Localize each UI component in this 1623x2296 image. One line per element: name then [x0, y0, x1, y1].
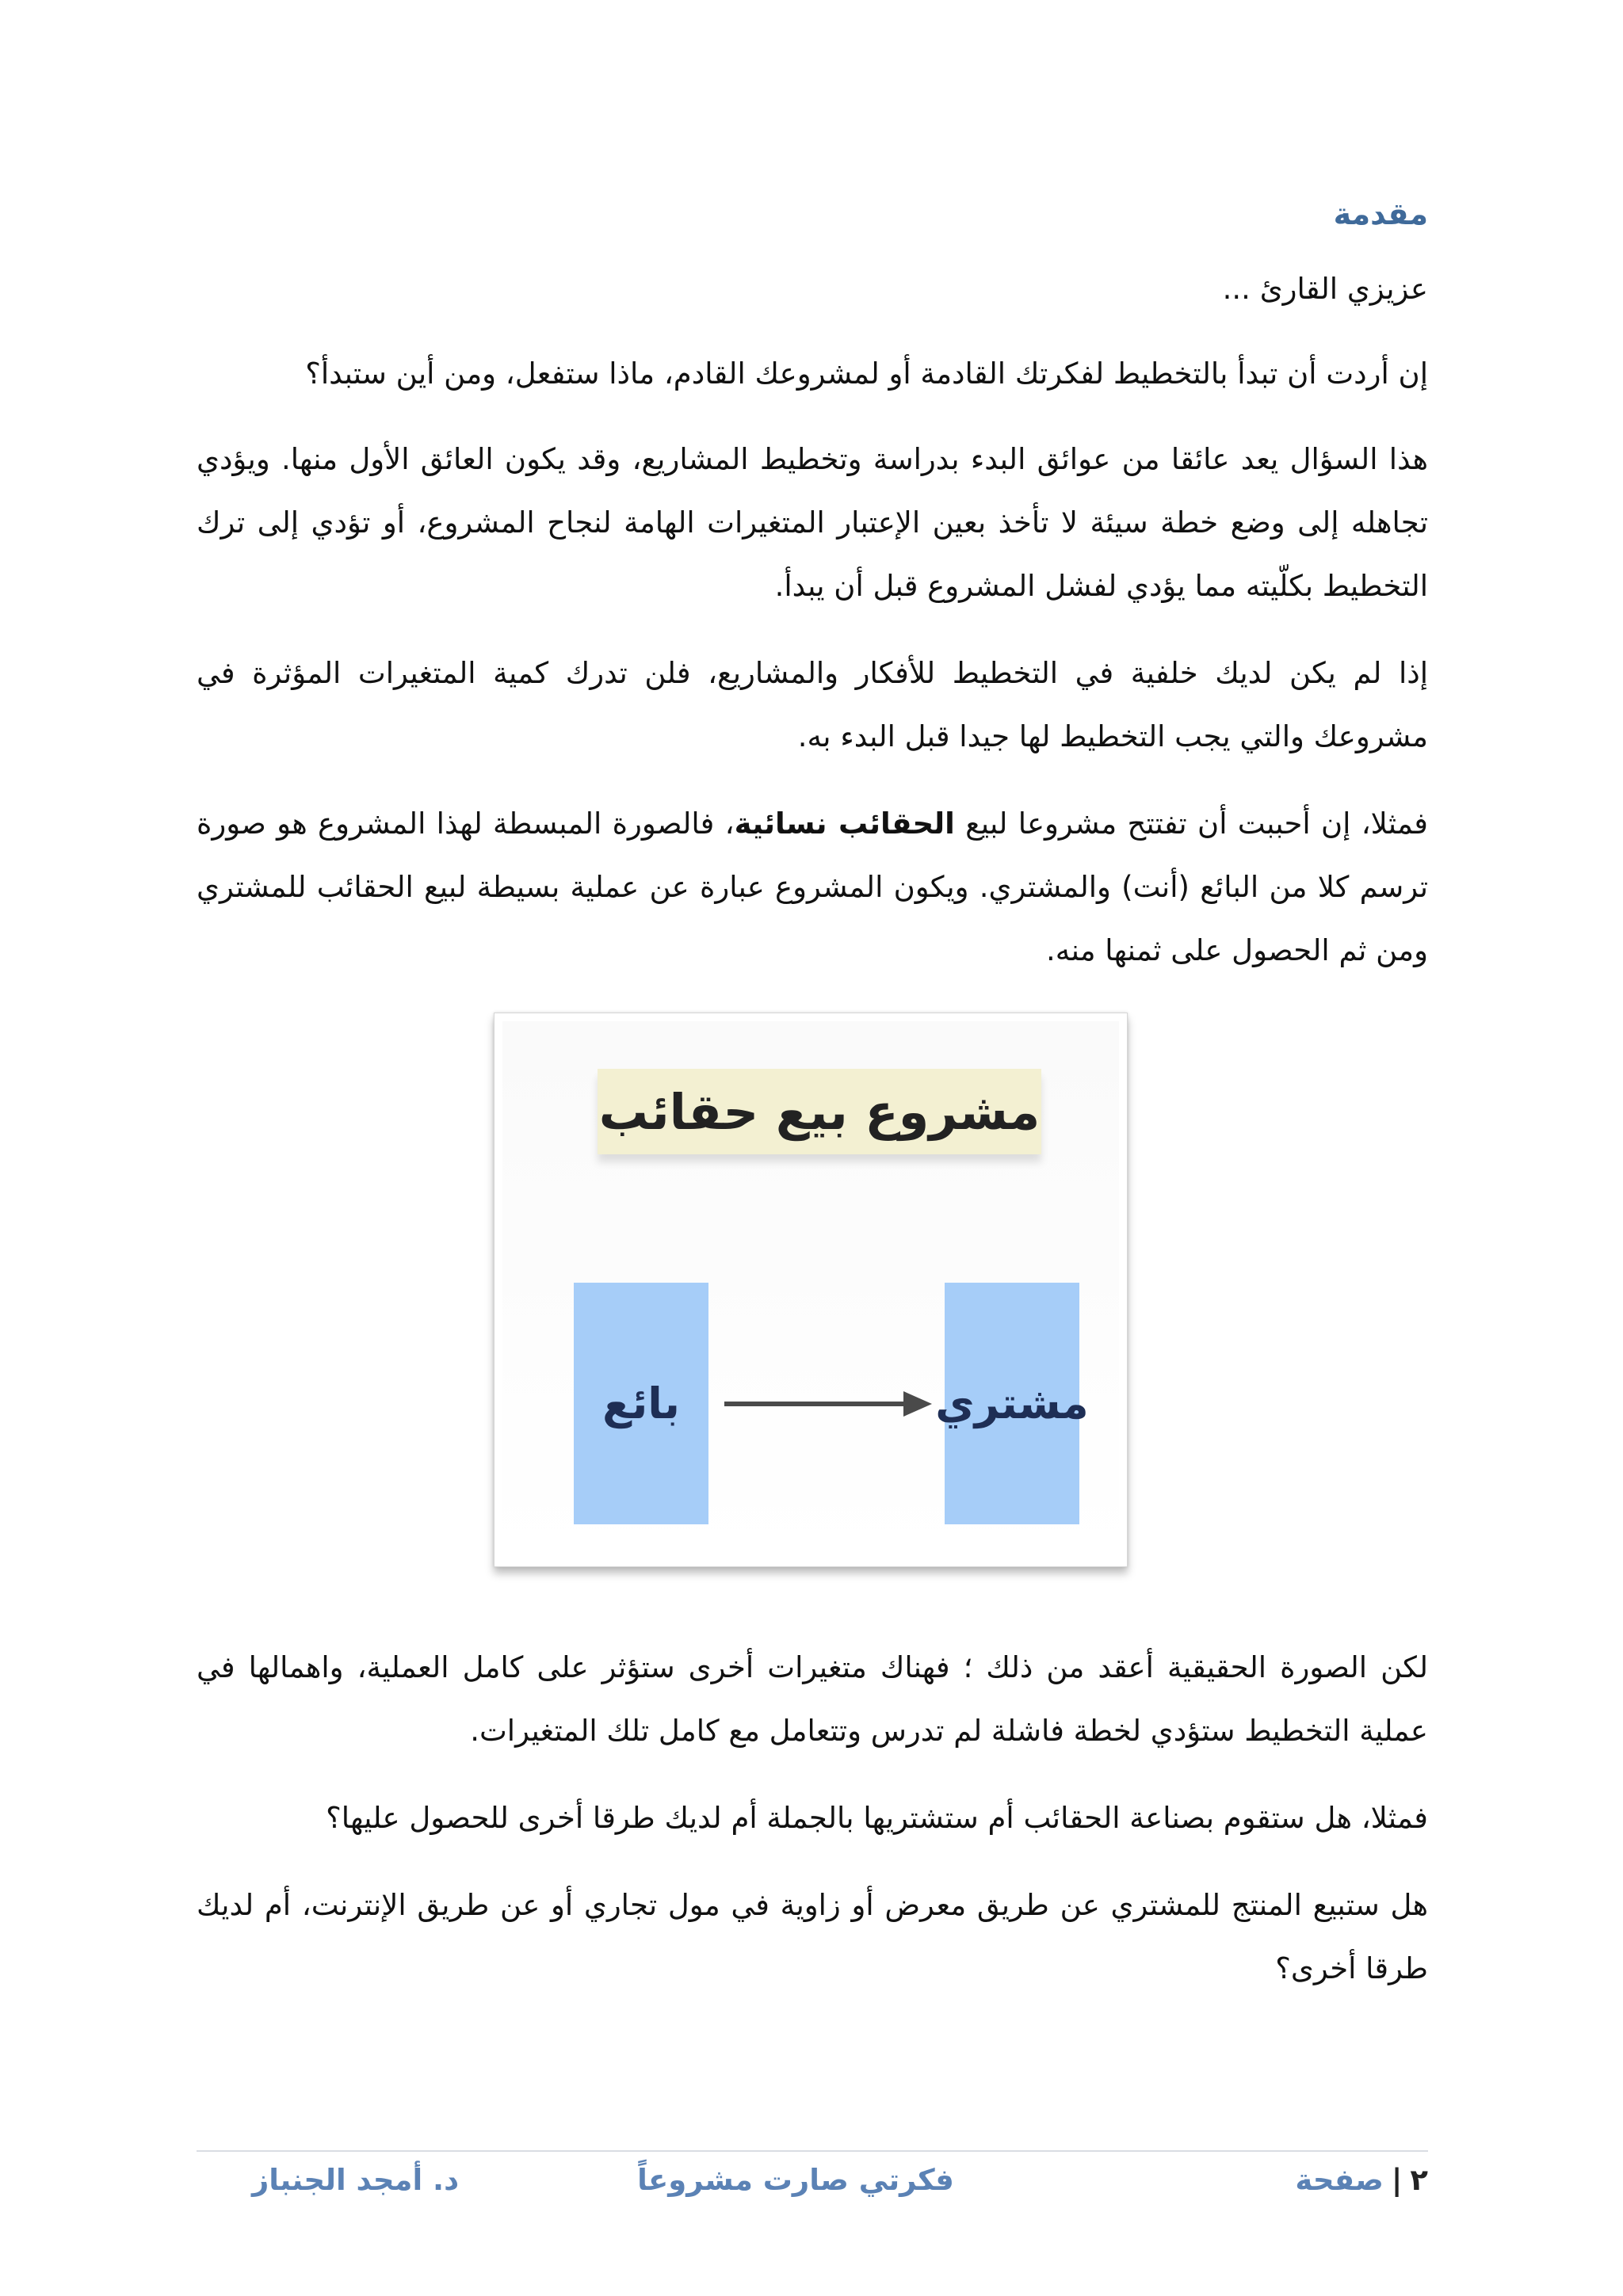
- arrow-icon: [724, 1386, 932, 1421]
- paragraph-5: لكن الصورة الحقيقية أعقد من ذلك ؛ فهناك متغيرات أخرى ستؤثر على كامل العملية، واهمالها في عملية التخطيط ستؤدي لخطة فاشلة لم تدرس وتتعامل مع كامل تلك المتغيرات.: [197, 1650, 1428, 1748]
- seller-box: بائع: [574, 1283, 708, 1524]
- paragraph-6: فمثلا، هل ستقوم بصناعة الحقائب أم ستشتريها بالجملة أم لديك طرقا أخرى للحصول عليها؟: [326, 1801, 1428, 1835]
- document-page: [197, 0, 1428, 2296]
- arrow-head: [903, 1391, 932, 1417]
- footer-book-title: فكرتي صارت مشروعاً: [637, 2163, 954, 2197]
- section-heading: مقدمة: [1333, 196, 1428, 231]
- project-diagram: [494, 1013, 1128, 1567]
- diagram-canvas: [502, 1021, 1119, 1558]
- footer-separator: |: [1391, 2163, 1403, 2197]
- paragraph-3: إذا لم يكن لديك خلفية في التخطيط للأفكار والمشاريع، فلن تدرك كمية المتغيرات المؤثرة في مشروعك والتي يجب التخطيط لها جيدا قبل البدء به.: [197, 656, 1428, 753]
- footer-author: د. أمجد الجنباز: [252, 2163, 460, 2197]
- diagram-title: مشروع بيع حقائب: [598, 1069, 1041, 1154]
- page-label: صفحة: [1295, 2163, 1384, 2197]
- footer-divider: [197, 2150, 1428, 2152]
- paragraph-7: هل ستبيع المنتج للمشتري عن طريق معرض أو زاوية في مول تجاري أو عن طريق الإنترنت، أم لديك طرقا أخرى؟: [197, 1888, 1428, 1985]
- paragraph-1: إن أردت أن تبدأ بالتخطيط لفكرتك القادمة أو لمشروعك القادم، ماذا ستفعل، ومن أين ستبدأ؟: [305, 357, 1428, 391]
- page-number: ٢: [1410, 2163, 1428, 2197]
- greeting-line: عزيزي القارئ ...: [1222, 272, 1428, 306]
- paragraph-2: هذا السؤال يعد عائقا من عوائق البدء بدراسة وتخطيط المشاريع، وقد يكون العائق الأول منها. ويؤدي تجاهله إلى وضع خطة سيئة لا تأخذ بعين الإعتبار المتغيرات الهامة لنجاح المشروع، أو تؤدي إلى ترك التخطيط بكلّيته مما يؤدي لفشل المشروع قبل أن يبدأ.: [197, 442, 1428, 603]
- footer-page-info: [1295, 2163, 1428, 2197]
- paragraph-4-end: ، فالصورة المبسطة لهذا المشروع هو صورة ترسم كلا من البائع (أنت) والمشتري. ويكون المشروع عبارة عن عملية بسيطة لبيع الحقائب للمشتري ومن ثم الحصول على ثمنها منه.: [197, 807, 1428, 967]
- paragraph-4-bold-term: الحقائب نسائية: [734, 807, 955, 841]
- paragraph-4-start: فمثلا، إن أحببت أن تفتتح مشروعا لبيع: [954, 807, 1428, 841]
- paragraph-4: [197, 792, 1428, 982]
- buyer-box: مشتري: [945, 1283, 1079, 1524]
